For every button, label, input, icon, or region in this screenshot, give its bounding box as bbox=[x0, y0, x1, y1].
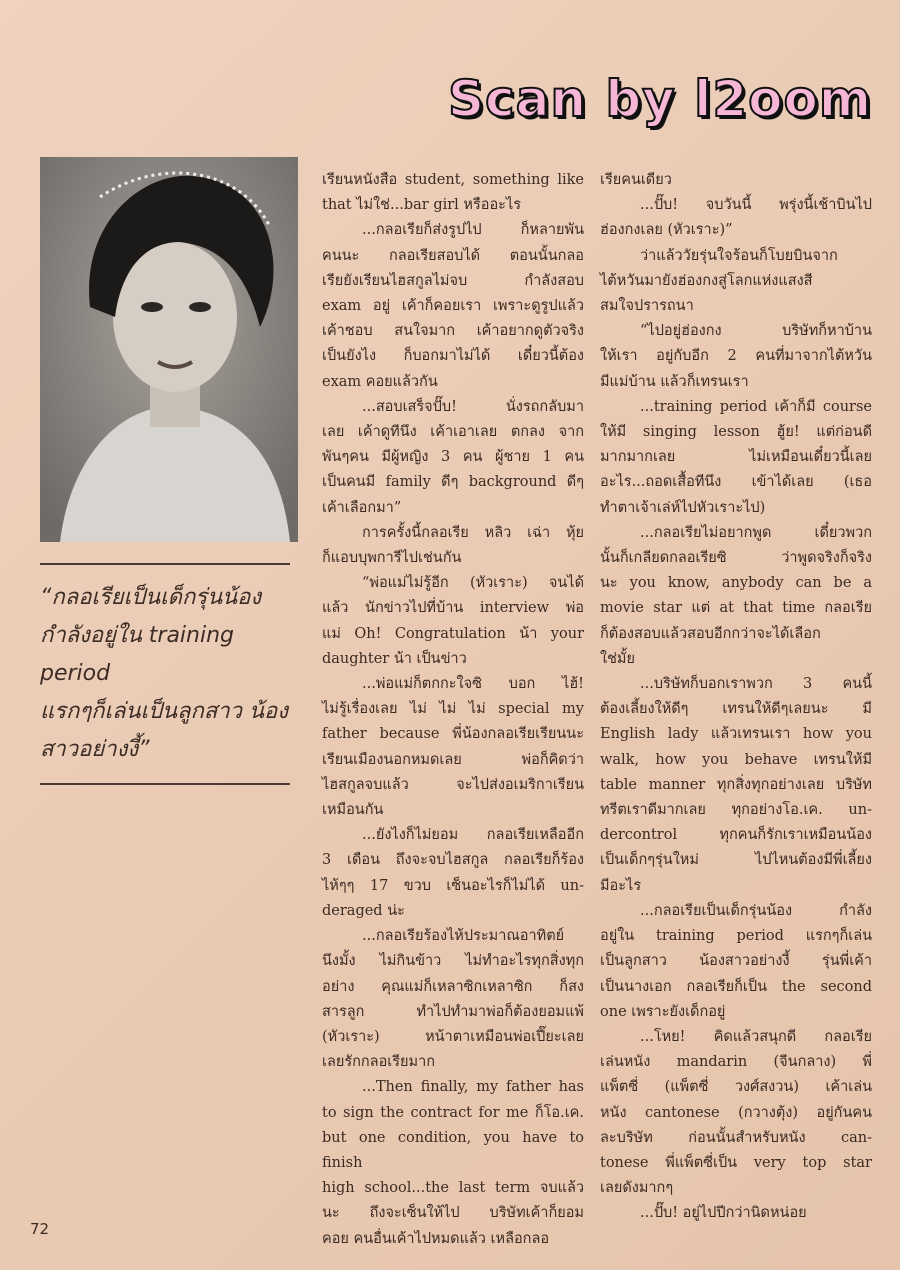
pull-quote-line: แรกๆก็เล่นเป็นลูกสาว น้อง bbox=[40, 699, 288, 724]
article-line: dercontrol ทุกคนก็รักเราเหมือนน้อง bbox=[600, 827, 872, 844]
article-column-2 bbox=[600, 168, 872, 1227]
article-line: deraged น่ะ bbox=[322, 902, 405, 919]
pull-quote-bottom-rule bbox=[40, 783, 290, 785]
article-line: daughter น้า เป็นข่าว bbox=[322, 650, 467, 667]
pull-quote bbox=[40, 565, 302, 783]
article-line: สมใจปรารถนา bbox=[600, 298, 694, 315]
pull-quote-line: กำลังอยู่ใน training period bbox=[40, 623, 235, 686]
article-line: ...สอบเสร็จปั๊บ! นั่งรถกลับมา bbox=[362, 398, 584, 415]
article-line: คอย คนอื่นเค้าไปหมดแล้ว เหลือกลอ bbox=[322, 1230, 550, 1247]
article-line: “ไปอยู่ฮ่องกง บริษัทก็หาบ้าน bbox=[640, 323, 872, 340]
article-line: ต้องเลี้ยงให้ดีๆ เทรนให้ดีๆเลยนะ มี bbox=[600, 701, 872, 718]
article-line: แล้ว นักข่าวไปที่บ้าน interview พ่อ bbox=[322, 600, 584, 617]
article-line: นั้นก็เกลียดกลอเรียซิ ว่าพูดจริงก็จริง bbox=[600, 550, 872, 567]
article-line: เรียนหนังสือ student, something like bbox=[322, 172, 584, 188]
article-line: ...บริษัทก็บอกเราพวก 3 คนนี้ bbox=[640, 676, 872, 693]
article-line: ละบริษัท ก่อนนั้นสำหรับหนัง can- bbox=[600, 1129, 872, 1146]
article-line: (หัวเราะ) หน้าตาเหมือนพ่อเปี๊ยะเลย bbox=[322, 1028, 584, 1045]
article-line: ...ปั๊บ! อยู่ไปปีกว่านิดหน่อย bbox=[640, 1205, 807, 1222]
article-line: father because พี่น้องกลอเรียเรียนนะ bbox=[322, 726, 584, 743]
pull-quote-block bbox=[40, 563, 302, 785]
article-line: มีอะไร bbox=[600, 877, 642, 894]
article-line: ใช่มั้ย bbox=[600, 650, 635, 667]
article-line: ...กลอเรียไม่อยากพูด เดี๋ยวพวก bbox=[640, 524, 872, 541]
article-line: ไม่รู้เรื่องเลย ไม่ ไม่ ไม่ special my bbox=[322, 701, 584, 718]
article-line: ทำตาเจ้าเล่ห์ไปหัวเราะไป) bbox=[600, 499, 766, 516]
article-line: นึงมั้ง ไม่กินข้าว ไม่ทำอะไรทุกสิ่งทุก bbox=[322, 953, 584, 970]
article-line: เป็นเด็กๆรุ่นใหม่ ไปไหนต้องมีพี่เลี้ยง bbox=[600, 852, 872, 869]
article-line: เหมือนกัน bbox=[322, 802, 384, 819]
article-line: to sign the contract for me ก็โอ.เค. bbox=[322, 1104, 584, 1121]
article-line: เล่นหนัง mandarin (จีนกลาง) พี่ bbox=[600, 1054, 872, 1071]
article-line: but one condition, you have to finish bbox=[322, 1129, 584, 1171]
article-line: “พ่อแม่ไม่รู้อีก (หัวเราะ) จนได้ bbox=[362, 575, 584, 592]
article-line: แม่ Oh! Congratulation น้า your bbox=[322, 625, 584, 642]
scan-watermark: Scan by l2oom bbox=[448, 70, 872, 128]
article-line: อยู่ใน training period แรกๆก็เล่น bbox=[600, 928, 872, 945]
article-line: มีแม่บ้าน แล้วก็เทรนเรา bbox=[600, 373, 749, 390]
article-line: ...กลอเรียก็ส่งรูปไป ก็หลายพัน bbox=[362, 222, 584, 239]
article-line: มากมากเลย ไม่เหมือนเดี๋ยวนี้เลย bbox=[600, 449, 872, 466]
article-line: การครั้งนี้กลอเรีย หลิว เฉ่า หุ้ย bbox=[362, 524, 584, 541]
article-line: ...Then finally, my father has bbox=[362, 1079, 584, 1096]
article-line: exam อยู่ เค้าก็คอยเรา เพราะดูรูปแล้ว bbox=[322, 298, 584, 315]
article-line: ทรีตเราดีมากเลย ทุกอย่างโอ.เค. un- bbox=[600, 802, 872, 819]
article-line: หนัง cantonese (กวางตุ้ง) อยู่กันคน bbox=[600, 1104, 872, 1121]
article-line: movie star แต่ at that time กลอเรีย bbox=[600, 600, 872, 617]
article-line: exam คอยแล้วกัน bbox=[322, 373, 438, 390]
article-line: ...กลอเรียร้องไห้ประมาณอาทิตย์ bbox=[362, 928, 565, 945]
article-line: เป็นนางเอก กลอเรียก็เป็น the second bbox=[600, 978, 872, 995]
article-line: ก็แอบบุพการีไปเช่นกัน bbox=[322, 550, 462, 567]
article-line: เป็นลูกสาว น้องสาวอย่างงี้ รุ่นพี่เค้า bbox=[600, 953, 872, 970]
pull-quote-line: “กลอเรียเป็นเด็กรุ่นน้อง bbox=[40, 585, 262, 610]
article-line: นะ you know, anybody can be a bbox=[600, 575, 872, 592]
article-line: high school...the last term จบแล้ว bbox=[322, 1180, 584, 1197]
article-line: ก็ต้องสอบแล้วสอบอีกกว่าจะได้เลือก bbox=[600, 625, 821, 642]
article-line: ...โหย! คิดแล้วสนุกดี กลอเรีย bbox=[640, 1028, 872, 1045]
article-line: English lady แล้วเทรนเรา how you bbox=[600, 726, 872, 743]
article-line: เป็นคนมี family ดีๆ background ดีๆ bbox=[322, 474, 584, 491]
article-line: walk, how you behave เทรนให้มี bbox=[600, 751, 872, 768]
portrait-photo bbox=[40, 157, 298, 542]
article-line: ...ยังไงก็ไม่ยอม กลอเรียเหลืออีก bbox=[362, 827, 584, 844]
article-line: เค้าชอบ สนใจมาก เค้าอยากดูตัวจริง bbox=[322, 323, 584, 340]
article-line: อย่าง คุณแม่ก็เหลาซิกเหลาซิก ก็สง bbox=[322, 978, 584, 995]
article-line: ฮ่องกงเลย (หัวเราะ)” bbox=[600, 222, 733, 239]
article-line: one เพราะยังเด็กอยู่ bbox=[600, 1003, 726, 1020]
article-line: ให้มี singing lesson ฮู้ย! แต่ก่อนดี bbox=[600, 424, 872, 441]
article-line: ไต้หวันมายังฮ่องกงสู่โลกแห่งแสงสี bbox=[600, 272, 813, 289]
article-line: เรียคนเดียว bbox=[600, 172, 672, 188]
article-line: tonese พี่แพ็ตซี่เป็น very top star bbox=[600, 1154, 872, 1171]
article-line: ...พ่อแม่ก็ตกกะใจซิ บอก ไฮ้! bbox=[362, 676, 584, 693]
article-line: table manner ทุกสิ่งทุกอย่างเลย บริษัท bbox=[600, 776, 872, 793]
article-line: เค้าเลือกมา” bbox=[322, 499, 402, 516]
article-line: ไฮสกูลจบแล้ว จะไปส่งอเมริกาเรียน bbox=[322, 776, 584, 793]
article-line: แพ็ตซี่ (แพ็ตซี่ วงศ์สงวน) เค้าเล่น bbox=[600, 1079, 872, 1096]
article-line: ...training period เค้าก็มี course bbox=[640, 398, 872, 415]
article-line: เรียยังเรียนไฮสกูลไม่จบ กำลังสอบ bbox=[322, 272, 584, 289]
pull-quote-line: สาวอย่างงี้” bbox=[40, 737, 150, 762]
article-line: 3 เดือน ถึงจะจบไฮสกูล กลอเรียก็ร้อง bbox=[322, 852, 584, 869]
article-line: that ไม่ใช่...bar girl หรืออะไร bbox=[322, 197, 522, 214]
article-line: สารลูก ทำไปทำมาพ่อก็ต้องยอมแพ้ bbox=[322, 1003, 584, 1020]
article-line: เรียนเมืองนอกหมดเลย พ่อก็คิดว่า bbox=[322, 751, 584, 768]
article-line: ...กลอเรียเป็นเด็กรุ่นน้อง กำลัง bbox=[640, 902, 872, 919]
article-line: ...ปั๊บ! จบวันนี้ พรุ่งนี้เช้าบินไป bbox=[640, 197, 872, 214]
article-line: คนนะ กลอเรียสอบได้ ตอนนั้นกลอ bbox=[322, 247, 584, 264]
article-line: เป็นยังไง ก็บอกมาไม่ได้ เดี๋ยวนี้ต้อง bbox=[322, 348, 584, 365]
article-line: พันๆคน มีผู้หญิง 3 คน ผู้ชาย 1 คน bbox=[322, 449, 584, 466]
page-number: 72 bbox=[30, 1220, 50, 1238]
article-line: เลย เค้าดูทีนึง เค้าเอาเลย ตกลง จาก bbox=[322, 424, 584, 441]
article-line: เลยดังมากๆ bbox=[600, 1180, 674, 1197]
article-line: ไห้ๆๆ 17 ขวบ เซ็นอะไรก็ไม่ได้ un- bbox=[322, 877, 584, 894]
article-line: นะ ถึงจะเซ็นให้ไป บริษัทเค้าก็ยอม bbox=[322, 1205, 584, 1222]
article-column-1 bbox=[322, 168, 584, 1252]
article-line: เลยรักกลอเรียมาก bbox=[322, 1054, 435, 1071]
article-line: ว่าแล้ววัยรุ่นใจร้อนก็โบยบินจาก bbox=[640, 247, 838, 264]
article-line: ให้เรา อยู่กับอีก 2 คนที่มาจากไต้หวัน bbox=[600, 348, 872, 365]
article-line: อะไร...ถอดเสื้อทีนึง เข้าได้เลย (เธอ bbox=[600, 474, 872, 491]
